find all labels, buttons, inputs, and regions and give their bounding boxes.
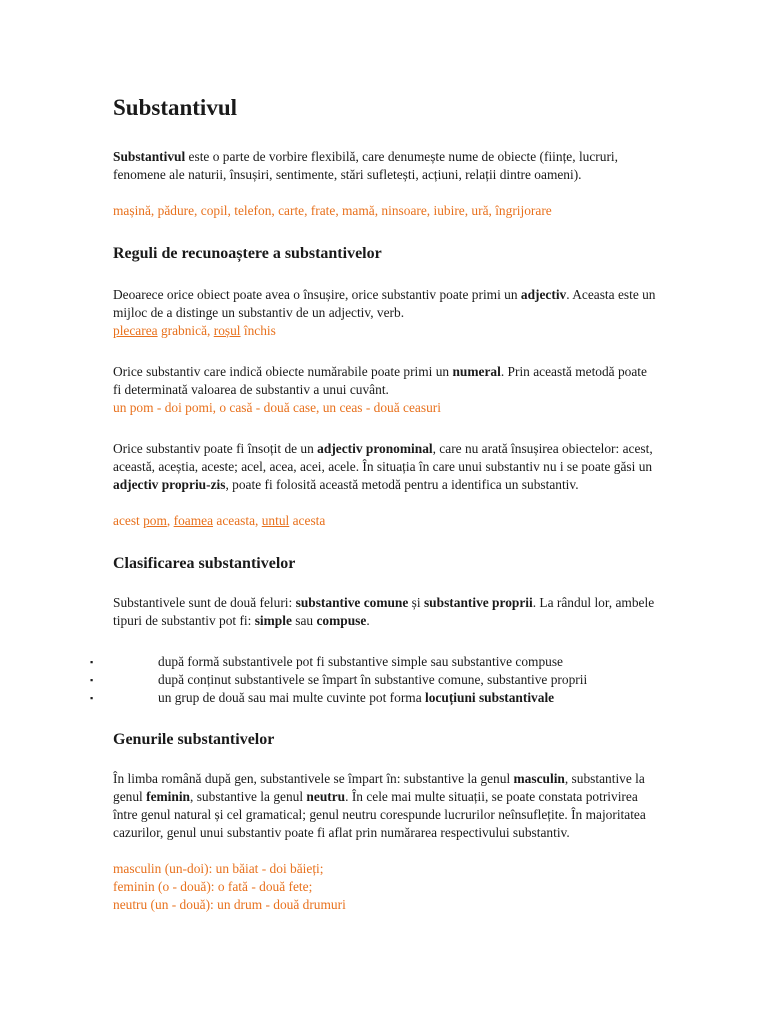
rules-p1-bold: adjectiv xyxy=(520,287,567,302)
gender-example-neutru: neutru (un - două): un drum - două drumuri xyxy=(113,897,346,912)
list-item-bold: locuțiuni substantivale xyxy=(425,690,555,705)
section-heading-classification: Clasificarea substantivelor xyxy=(113,555,296,572)
rules-p3-bold-2: adjectiv propriu-zis xyxy=(113,477,226,492)
class-p-bold-3: simple xyxy=(254,613,292,628)
class-p-mid-3: sau xyxy=(291,613,317,628)
section-heading-genders: Genurile substantivelor xyxy=(113,731,275,748)
rules-p2-bold: numeral xyxy=(452,364,501,379)
gender-p-mid-1: , substantive la genul xyxy=(113,771,645,804)
class-p-post: . xyxy=(366,613,370,628)
rules-paragraph-2 xyxy=(113,363,658,399)
example-link-pom[interactable]: pom xyxy=(143,513,167,528)
intro-examples: mașină, pădure, copil, telefon, carte, frate, mamă, ninsoare, iubire, ură, îngrijorare xyxy=(113,203,552,218)
genders-paragraph xyxy=(113,770,658,842)
gender-example-masculin: masculin (un-doi): un băiat - doi băieți; xyxy=(113,861,324,876)
page-title: Substantivul xyxy=(113,95,238,120)
gender-p-bold-2: feminin xyxy=(146,789,191,804)
rules-p1-ex-text-1: grabnică, xyxy=(157,323,214,338)
gender-p-bold-1: masculin xyxy=(513,771,565,786)
list-item xyxy=(90,671,710,689)
rules-p1-pre: Deoarece orice obiect poate avea o însușire, orice substantiv poate primi un xyxy=(113,287,521,302)
rules-paragraph-3 xyxy=(113,440,658,494)
gender-p-pre: În limba română după gen, substantivele se împart în: substantive la genul xyxy=(113,771,514,786)
rules-p2-post: . Prin această metodă poate fi determinată valoarea de substantiv a unui cuvânt. xyxy=(113,364,647,397)
rules-p3-ex-d: acesta xyxy=(289,513,326,528)
gender-p-post: . În cele mai multe situații, se poate constata potrivirea între genul natural și cel gramatical; genul neutru corespunde lucrurilor neînsuflețite. În majoritatea cazurilor, genul unui substantiv poate fi aflat prin numărarea respectivului substantiv. xyxy=(113,789,646,840)
class-p-bold-2: substantive proprii xyxy=(423,595,533,610)
intro-bold-term: Substantivul xyxy=(113,149,186,164)
list-item xyxy=(90,689,710,707)
rules-p3-ex-b: , xyxy=(166,513,174,528)
rules-p2-pre: Orice substantiv care indică obiecte numărabile poate primi un xyxy=(113,364,453,379)
square-bullet-icon: ▪ xyxy=(90,675,94,685)
intro-text: este o parte de vorbire flexibilă, care denumește nume de obiecte (ființe, lucruri, fenomene ale naturii, însușiri, sentimente, stări sufletești, acțiuni, relații dintre oameni). xyxy=(113,149,618,182)
rules-p3-examples xyxy=(113,512,658,530)
classification-paragraph xyxy=(113,594,658,630)
rules-p3-ex-c: aceasta, xyxy=(213,513,262,528)
rules-p1-post: . Aceasta este un mijloc de a distinge un substantiv de un adjectiv, verb. xyxy=(113,287,656,320)
rules-p3-pre: Orice substantiv poate fi însoțit de un xyxy=(113,441,318,456)
gender-p-bold-3: neutru xyxy=(306,789,346,804)
example-link-foamea[interactable]: foamea xyxy=(173,513,214,528)
example-link-plecarea[interactable]: plecarea xyxy=(113,323,158,338)
list-item-text: după formă substantivele pot fi substantive simple sau substantive compuse xyxy=(158,654,563,669)
classification-bullet-list xyxy=(90,653,710,707)
class-p-mid-2: . La rândul lor, ambele tipuri de substantiv pot fi: xyxy=(113,595,655,628)
square-bullet-icon: ▪ xyxy=(90,657,94,667)
example-link-rosul[interactable]: roșul xyxy=(213,323,241,338)
class-p-mid-1: și xyxy=(408,595,424,610)
rules-paragraph-1 xyxy=(113,286,658,322)
rules-p3-mid: , care nu arată însușirea obiectelor: acest, această, aceștia, aceste; acel, acea, acei, acele. În situația în care unui substantiv nu i se poate găsi un xyxy=(113,441,653,474)
rules-p2-examples: un pom - doi pomi, o casă - două case, un ceas - două ceasuri xyxy=(113,400,441,415)
rules-p1-ex-text-2: închis xyxy=(240,323,276,338)
class-p-pre: Substantivele sunt de două feluri: xyxy=(113,595,296,610)
rules-p3-post: , poate fi folosită această metodă pentru a identifica un substantiv. xyxy=(225,477,579,492)
list-item-text: după conținut substantivele se împart în substantive comune, substantive proprii xyxy=(158,672,588,687)
list-item xyxy=(90,653,710,671)
gender-p-mid-2: , substantive la genul xyxy=(190,789,307,804)
square-bullet-icon: ▪ xyxy=(90,693,94,703)
rules-p1-examples xyxy=(113,322,658,340)
intro-paragraph xyxy=(113,148,658,184)
class-p-bold-4: compuse xyxy=(316,613,367,628)
class-p-bold-1: substantive comune xyxy=(295,595,409,610)
rules-p3-ex-a: acest xyxy=(113,513,144,528)
rules-p3-bold-1: adjectiv pronominal xyxy=(317,441,433,456)
gender-example-feminin: feminin (o - două): o fată - două fete; xyxy=(113,879,313,894)
list-item-text: un grup de două sau mai multe cuvinte pot forma xyxy=(158,690,426,705)
section-heading-rules: Reguli de recunoaștere a substantivelor xyxy=(113,245,382,262)
example-link-untul[interactable]: untul xyxy=(261,513,290,528)
